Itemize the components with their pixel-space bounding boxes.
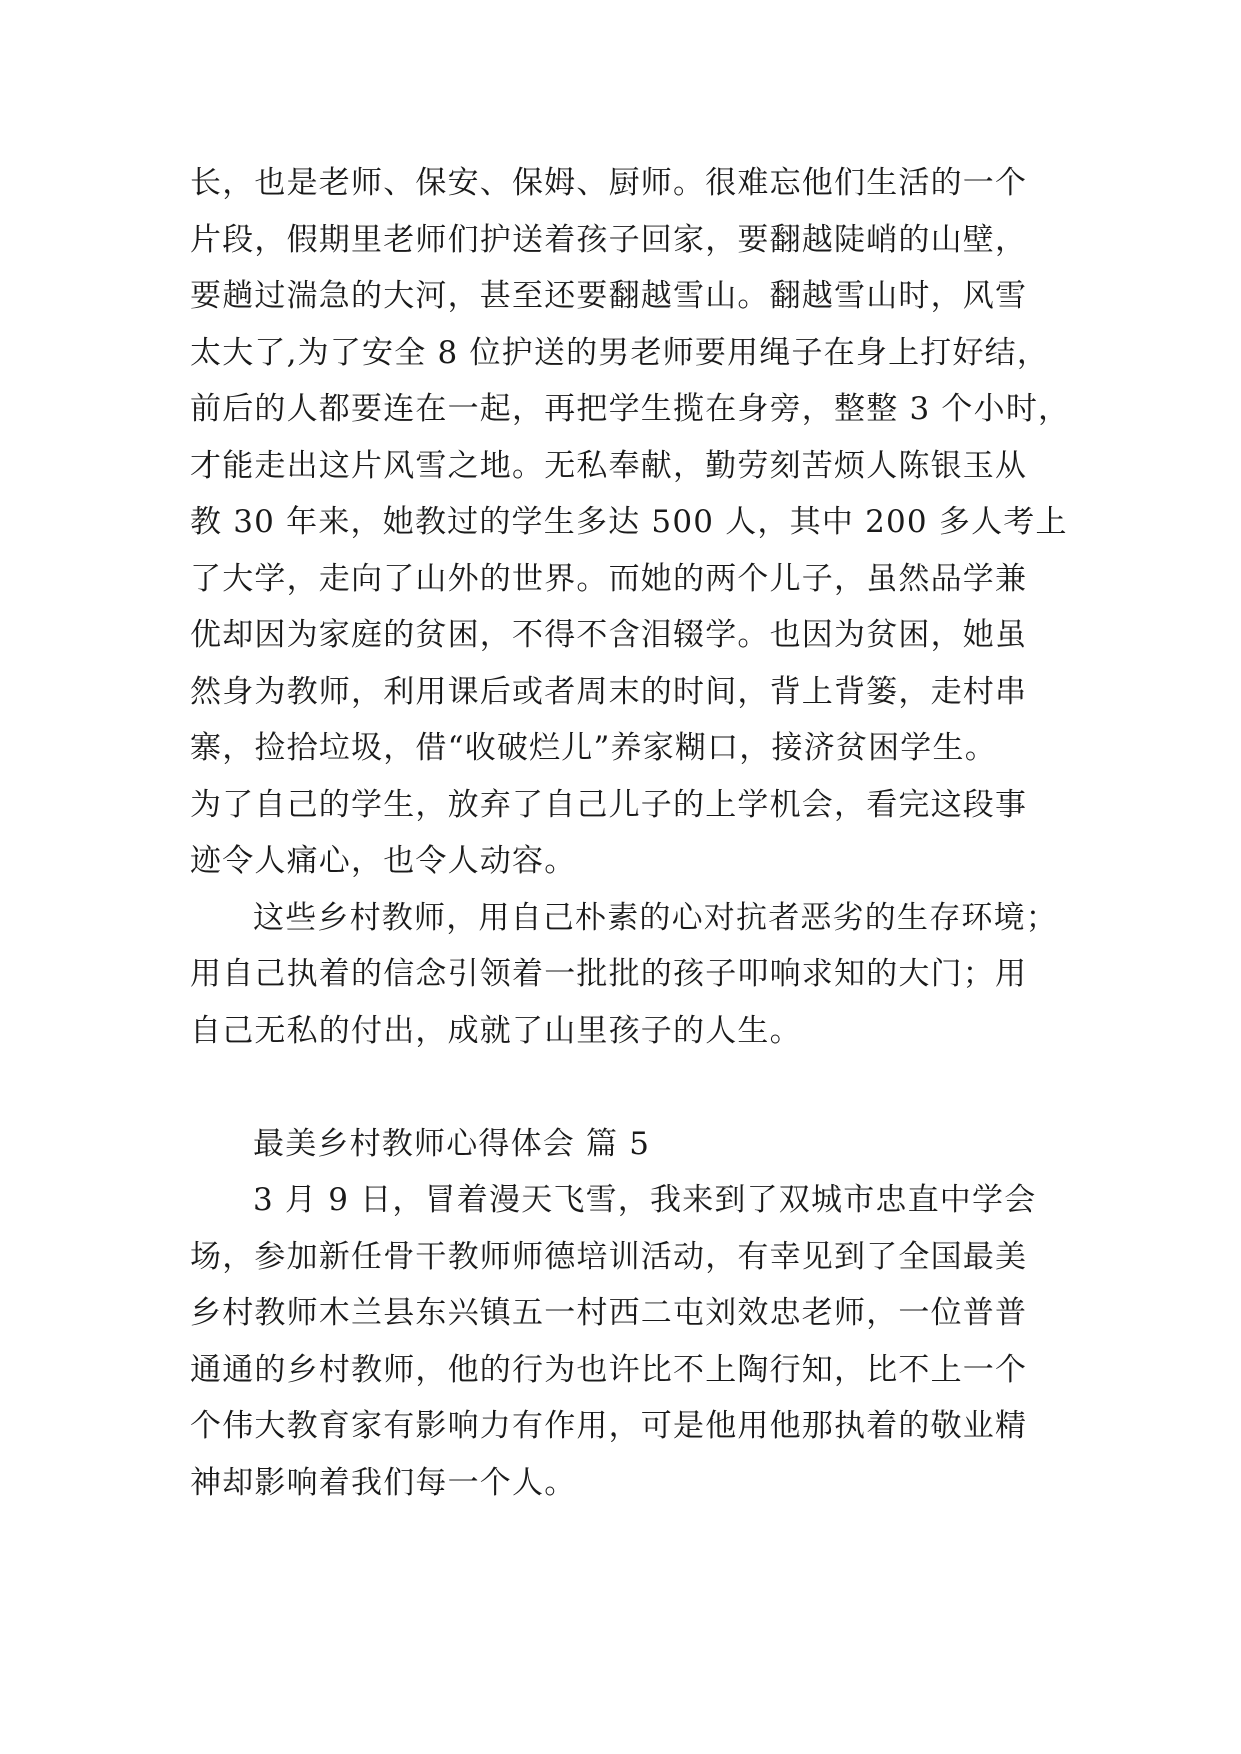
text-line: 要趟过湍急的大河，甚至还要翻越雪山。翻越雪山时，风雪: [190, 278, 1028, 314]
text-line: 个伟大教育家有影响力有作用，可是他用他那执着的敬业精: [190, 1408, 1028, 1444]
text-line: 为了自己的学生，放弃了自己儿子的上学机会，看完这段事: [190, 787, 1028, 823]
text-line: 神却影响着我们每一个人。: [190, 1465, 577, 1501]
text-line: 太大了,为了安全 8 位护送的男老师要用绳子在身上打好结，: [190, 335, 1050, 371]
text-line: 迹令人痛心，也令人动容。: [190, 843, 577, 879]
text-line: 用自己执着的信念引领着一批批的孩子叩响求知的大门；用: [190, 956, 1028, 992]
text-line: 了大学，走向了山外的世界。而她的两个儿子，虽然品学兼: [190, 561, 1028, 597]
text-line: 场，参加新任骨干教师师德培训活动，有幸见到了全国最美: [190, 1239, 1028, 1275]
text-line: 乡村教师木兰县东兴镇五一村西二屯刘效忠老师，一位普普: [190, 1295, 1028, 1331]
text-line: 通通的乡村教师，他的行为也许比不上陶行知，比不上一个: [190, 1352, 1028, 1388]
text-line: 然身为教师，利用课后或者周末的时间，背上背篓，走村串: [190, 674, 1028, 710]
text-line: 才能走出这片风雪之地。无私奉献，勤劳刻苦烦人陈银玉从: [190, 448, 1028, 484]
text-line: 长，也是老师、保安、保姆、厨师。很难忘他们生活的一个: [190, 165, 1028, 201]
text-line: 教 30 年来，她教过的学生多达 500 人，其中 200 多人考上: [190, 504, 1068, 540]
text-line: 这些乡村教师，用自己朴素的心对抗者恶劣的生存环境；: [253, 900, 1058, 936]
section-title: 最美乡村教师心得体会 篇 5: [253, 1126, 651, 1162]
text-line: 寨，捡拾垃圾，借“收破烂儿”养家糊口，接济贫困学生。: [190, 730, 997, 766]
text-line: 前后的人都要连在一起，再把学生揽在身旁，整整 3 个小时，: [190, 391, 1071, 427]
text-line: 3 月 9 日，冒着漫天飞雪，我来到了双城市忠直中学会: [253, 1182, 1037, 1218]
text-line: 片段，假期里老师们护送着孩子回家，要翻越陡峭的山壁，: [190, 222, 1028, 258]
text-line: 自己无私的付出，成就了山里孩子的人生。: [190, 1013, 802, 1049]
text-line: 优却因为家庭的贫困，不得不含泪辍学。也因为贫困，她虽: [190, 617, 1028, 653]
